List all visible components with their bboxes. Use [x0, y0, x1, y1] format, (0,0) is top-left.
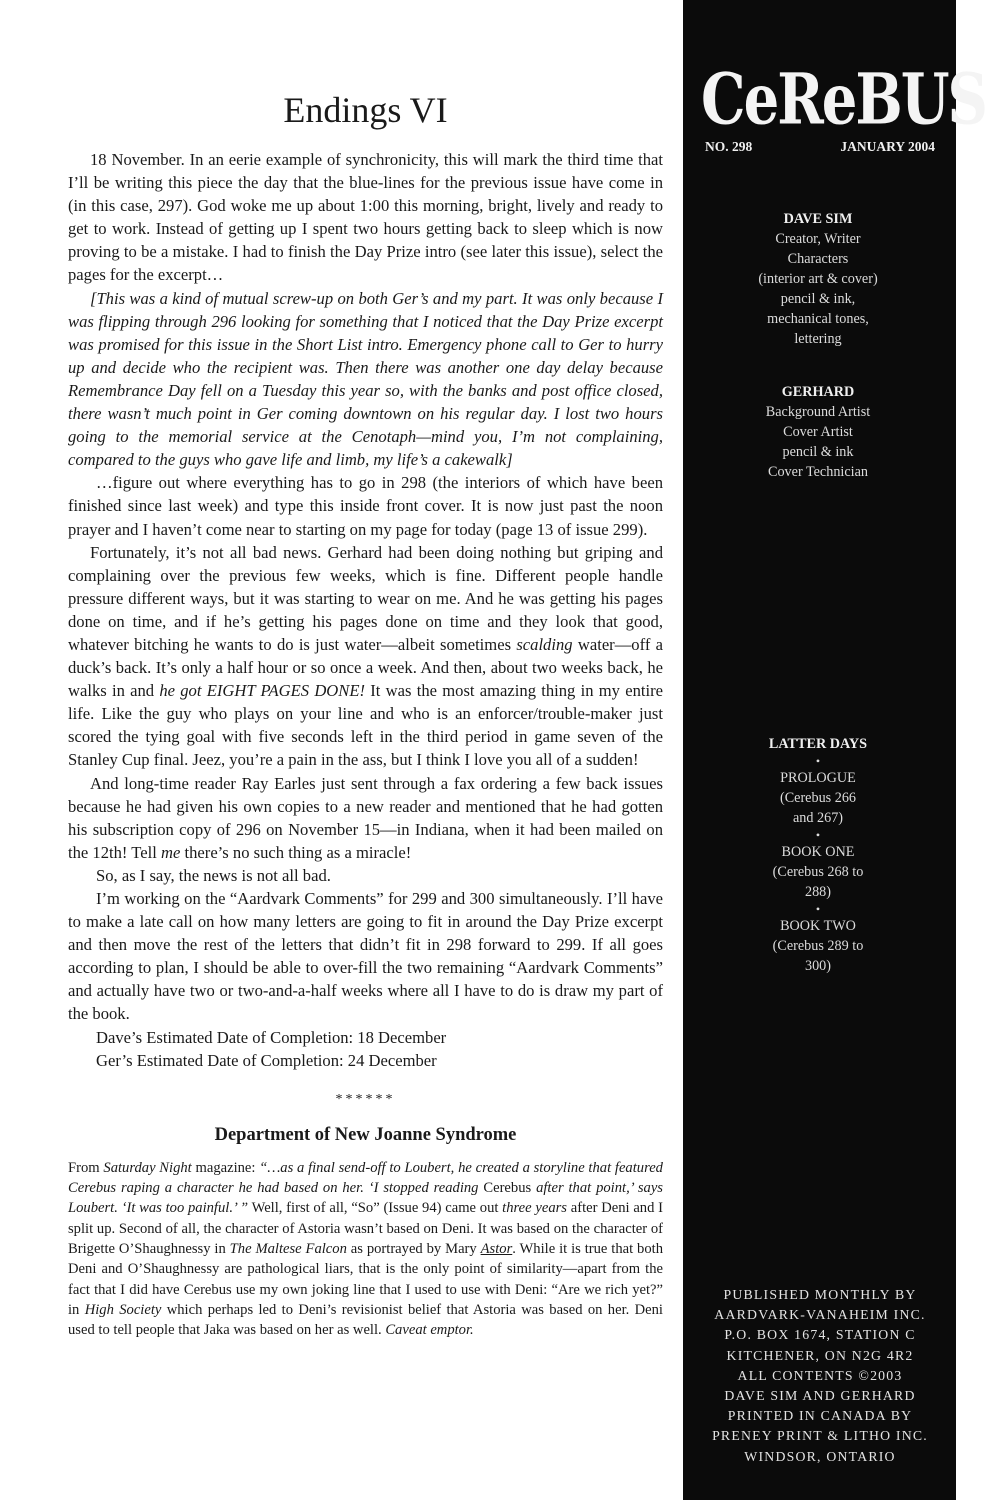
- dave-role-2: Characters: [787, 251, 849, 267]
- p4-emphasis-2: he got EIGHT PAGES DONE!: [159, 681, 366, 701]
- paragraph-3: …figure out where everything has to go in 298 (the interiors of which have been finished since last week) and type this inside front cover. It is now just past the noon prayer and I haven’t come near to starting on my page for today (page 13 of issue 299).: [68, 473, 663, 539]
- dave-role-3: (interior art & cover): [758, 271, 878, 287]
- publisher-line-4: KITCHENER, ON N2G 4R2: [726, 1347, 914, 1363]
- dept-text-6: as portrayed by Mary: [346, 1240, 481, 1257]
- dept-em-5: The Maltese Falcon: [229, 1240, 347, 1257]
- dept-em-3: after that point,’ says Loubert. ‘It was too painful.’ ”: [68, 1180, 663, 1217]
- bullet-2: •: [815, 828, 821, 842]
- dave-role-4: pencil & ink,: [780, 291, 856, 307]
- section-divider: ******: [335, 1091, 396, 1107]
- paragraph-6: So, as I say, the news is not all bad.: [96, 865, 331, 885]
- book-one-label: BOOK ONE: [781, 844, 855, 860]
- dave-role-1: Creator, Writer: [775, 231, 861, 247]
- book-two-detail-1: (Cerebus 289 to: [772, 938, 864, 954]
- credits-sidebar: [683, 0, 986, 1500]
- publisher-line-6: DAVE SIM AND GERHARD: [724, 1388, 916, 1404]
- ger-completion-date: Ger’s Estimated Date of Completion: 24 December: [96, 1050, 437, 1070]
- gerhard-role-4: Cover Technician: [768, 464, 868, 480]
- dept-text-7: . While it is true that both Deni and O’Shaughnessy are pathological liars, that is the only point of similarity—apart from the fact that I did have Cerebus use my own joking line that I used to use with Deni: “Are we rich yet?” in: [68, 1240, 664, 1318]
- department-title: Department of New Joanne Syndrome: [214, 1124, 517, 1145]
- p5-text-b: there’s no such thing as a miracle!: [180, 842, 412, 862]
- publisher-line-7: PRINTED IN CANADA BY: [727, 1408, 913, 1424]
- gerhard-credits: [723, 382, 913, 482]
- gerhard-role-2: Cover Artist: [783, 424, 853, 440]
- publisher-line-5: ALL CONTENTS ©2003: [737, 1367, 903, 1383]
- publisher-line-8: PRENEY PRINT & LITHO INC.: [712, 1428, 928, 1444]
- dept-text-3: Cerebus: [483, 1180, 532, 1197]
- dave-sim-credits: [723, 209, 913, 349]
- paragraph-4: [68, 541, 663, 772]
- dept-em-7: High Society: [84, 1301, 162, 1318]
- dave-sim-name: DAVE SIM: [783, 211, 853, 227]
- publisher-line-3: P.O. BOX 1674, STATION C: [724, 1327, 916, 1343]
- paragraph-2-aside: [This was a kind of mutual screw-up on both Ger’s and my part. It was only because I was flipping through 296 looking for something that I noticed that the Day Prize excerpt was promised for this issue in the Short List intro. Emergency phone call to Ger to hurry up and decide who the recipient was. Then there was another one day delay because Remembrance Day fell on a Tuesday this year so, with the banks and post office closed, there wasn’t much point in Ger coming downtown on his regular day. I lost two hours going to the memorial service at the Cenotaph—mind you, I’m not complaining, compared to the guys who gave life and limb, my life’s a cakewalk]: [68, 288, 663, 470]
- dept-em-6: Astor: [480, 1240, 513, 1257]
- p4-text-b: water—off a duck’s back. It’s only a half hour or so once a week. And then, about two weeks back, he walks in and: [68, 634, 664, 701]
- publisher-line-2: AARDVARK-VANAHEIM INC.: [714, 1307, 926, 1323]
- prologue-detail-1: (Cerebus 266: [779, 790, 857, 806]
- dept-em-8: Caveat emptor.: [385, 1322, 474, 1339]
- latter-days-list: [723, 734, 913, 976]
- dave-completion-date: Dave’s Estimated Date of Completion: 18 December: [96, 1027, 447, 1047]
- paragraph-7: I’m working on the “Aardvark Comments” for 299 and 300 simultaneously. I’ll have to make a late call on how many letters are going to fit in around the Day Prize excerpt and then move the rest of the letters that didn’t fit in 298 forward to 299. If all goes according to plan, I should be able to over-fill the two remaining “Aardvark Comments” and actually have two or two-and-a-half weeks where all I have to do is draw my part of the book.: [68, 889, 663, 1024]
- p5-emphasis: me: [161, 842, 181, 862]
- dept-em-4: three years: [502, 1200, 567, 1217]
- dept-em-1: Saturday Night: [103, 1159, 192, 1176]
- book-two-detail-2: 300): [804, 958, 831, 974]
- dept-text-5: after Deni and I split up. Second of all, the character of Astoria wasn’t based on Deni. It was based on the character of Brigette O’Shaughnessy in: [68, 1200, 664, 1257]
- issue-line: [705, 139, 935, 155]
- dept-em-2: “…as a final send-off to Loubert, he created a storyline that featured Cerebus raping a character he had based on her. ‘I stopped reading: [68, 1159, 663, 1197]
- bullet-1: •: [815, 754, 821, 768]
- p4-emphasis-1: scalding: [516, 634, 573, 654]
- dave-role-6: lettering: [794, 331, 842, 347]
- prologue-detail-2: and 267): [792, 810, 844, 826]
- p5-text-a: And long-time reader Ray Earles just sent through a fax ordering a few back issues because he had given his own copies to a new reader and mentioned that he had gotten his subscription copy of 296 on November 15—in Indiana, when it had been mailed on the 12th! Tell: [68, 773, 663, 862]
- book-two-label: BOOK TWO: [780, 918, 856, 934]
- p4-text-c: It was the most amazing thing in my entire life. Like the guy who plays on your line and who is an enforcer/trouble-maker just scored the tying goal with five seconds left in the third period in game seven of the Stanley Cup final. Jeez, you’re a pain in the ass, but I think I love you all of a sudden!: [68, 681, 663, 770]
- dept-text-2: magazine:: [191, 1159, 260, 1176]
- gerhard-role-1: Background Artist: [765, 404, 871, 420]
- cerebus-logo: CeReBUS: [701, 58, 986, 141]
- latter-days-title: LATTER DAYS: [768, 736, 868, 752]
- book-one-detail-1: (Cerebus 268 to: [772, 864, 864, 880]
- publisher-line-9: WINDSOR, ONTARIO: [744, 1448, 896, 1464]
- gerhard-name: GERHARD: [781, 384, 855, 400]
- dave-role-5: mechanical tones,: [767, 311, 869, 327]
- article-column: [68, 88, 663, 1340]
- issue-date: JANUARY 2004: [840, 139, 935, 154]
- issue-number: NO. 298: [705, 139, 753, 154]
- dept-text-8: which perhaps led to Deni’s revisionist belief that Astoria was based on her. Deni used to tell people that Jaka was based on her as well.: [68, 1301, 663, 1339]
- p4-text-a: Fortunately, it’s not all bad news. Gerhard had been doing nothing but griping and complaining over the previous few weeks, which is fine. Different people handle pressure different ways, but it was starting to wear on me. And he was getting his pages done on time, and if he’s getting his pages done on time and they look that good, whatever bitching he wants to do is just water—albeit sometimes: [68, 542, 663, 654]
- dept-text-4: Well, first of all, “So” (Issue 94) came out: [248, 1200, 503, 1217]
- paragraph-5: [68, 772, 663, 864]
- paragraph-1: 18 November. In an eerie example of synchronicity, this will mark the third time that I’ll be writing this piece the day that the blue-lines for the previous issue have come in (in this case, 297). God woke me up about 1:00 this morning, bright, lively and ready to get to work. Instead of getting up I spent two hours getting back to sleep which is now proving to be a mistake. I had to finish the Day Prize intro (see later this issue), select the pages for the excerpt…: [68, 150, 663, 285]
- bullet-3: •: [815, 902, 821, 916]
- book-one-detail-2: 288): [804, 884, 831, 900]
- publisher-info: [704, 1285, 936, 1467]
- gerhard-role-3: pencil & ink: [782, 444, 854, 460]
- publisher-line-1: PUBLISHED MONTHLY BY: [723, 1287, 917, 1302]
- dept-text-1: From: [68, 1159, 104, 1176]
- department-paragraph: [68, 1158, 663, 1341]
- page-title: Endings VI: [283, 90, 448, 130]
- prologue-label: PROLOGUE: [780, 770, 856, 786]
